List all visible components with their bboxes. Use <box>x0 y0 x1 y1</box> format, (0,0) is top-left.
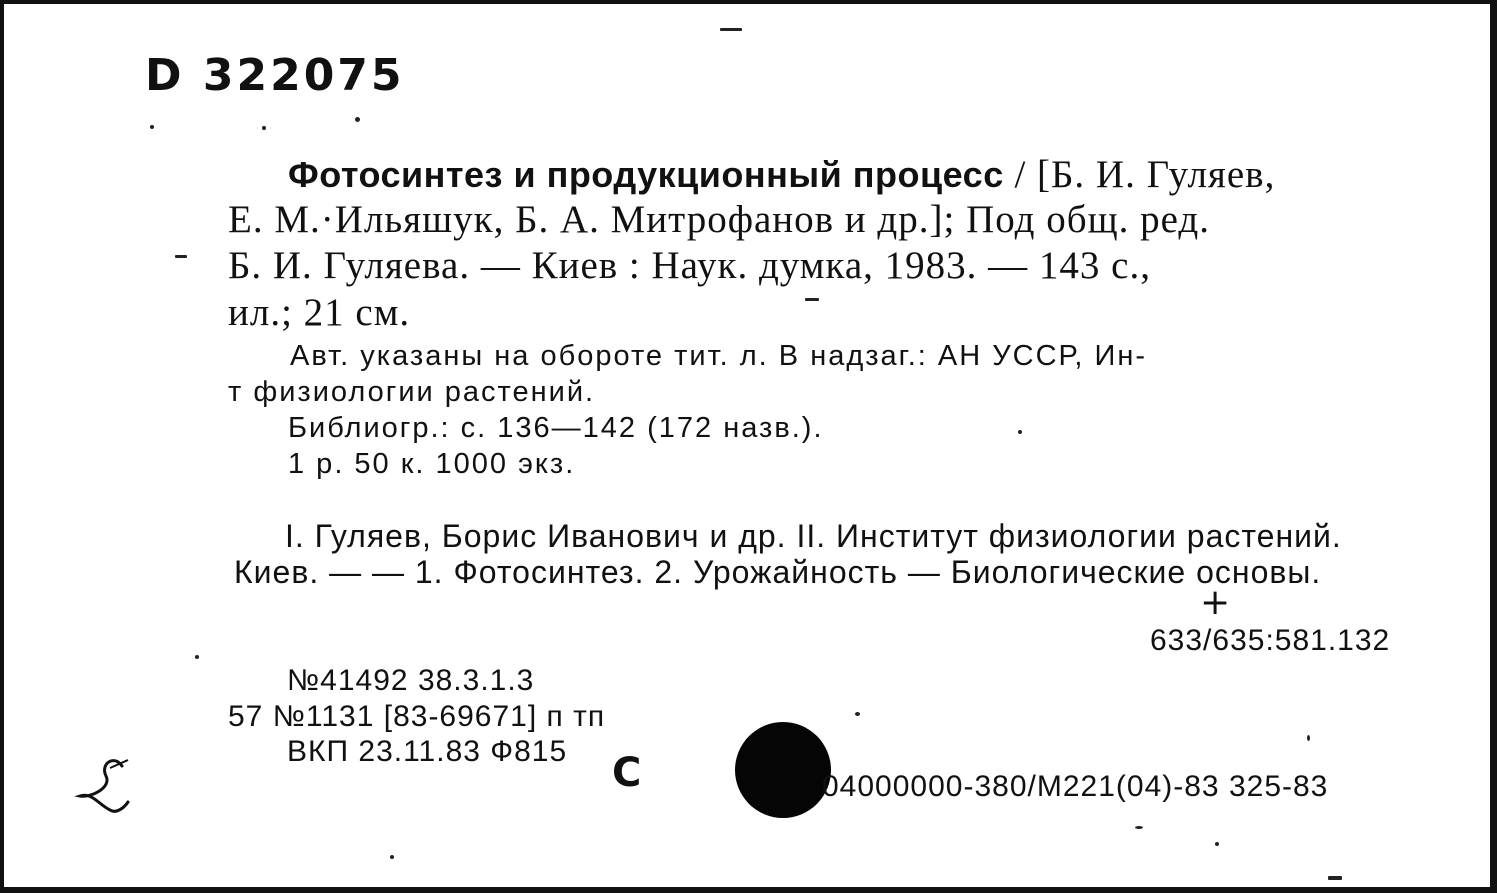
speck <box>720 28 742 31</box>
speck <box>262 126 266 130</box>
registration-line-1: №41492 38.3.1.3 <box>287 664 535 697</box>
bottom-code: 04000000-380/М221(04)-83 325-83 <box>822 770 1329 803</box>
speck <box>1328 876 1342 880</box>
physical-description: ил.; 21 см. <box>228 291 411 334</box>
udc-mark: + <box>1200 582 1231 623</box>
notes-line-1: Авт. указаны на обороте тит. л. В надзаг.: АН УССР, Ин- <box>290 340 1148 372</box>
speck <box>1018 430 1022 434</box>
tracings-line-1: I. Гуляев, Борис Иванович и др. II. Институт физиологии растений. <box>285 518 1342 554</box>
speck <box>355 117 360 122</box>
speck <box>1215 842 1219 846</box>
speck <box>805 298 819 301</box>
imprint-line: Б. И. Гуляева. — Киев : Наук. думка, 1983. — 143 с., <box>228 244 1151 287</box>
bibliography-note: Библиогр.: с. 136—142 (172 назв.). <box>288 412 824 444</box>
speck <box>175 255 187 258</box>
speck <box>195 655 199 659</box>
speck <box>150 125 154 129</box>
title-line <box>288 152 1275 197</box>
title-line-rest: / [Б. И. Гуляев, <box>1003 153 1276 196</box>
stamp-letter: С <box>612 750 642 796</box>
speck <box>390 855 394 859</box>
speck <box>855 712 860 716</box>
udc-number: 633/635:581.132 <box>1150 624 1391 657</box>
card-border-top <box>0 0 1497 4</box>
registration-line-3: ВКП 23.11.83 Ф815 <box>287 735 568 768</box>
registration-line-2: 57 №1131 [83-69671] п тп <box>228 700 606 733</box>
card-id: D 322075 <box>145 50 405 101</box>
authors-line: Е. М.·Ильяшук, Б. А. Митрофанов и др.]; Под общ. ред. <box>228 198 1210 241</box>
handwritten-mark-icon <box>70 752 140 822</box>
card-border-left <box>0 0 4 893</box>
card-border-right <box>1490 0 1497 893</box>
book-title: Фотосинтез и продукционный процесс <box>288 154 1004 195</box>
card-border-bottom <box>0 887 1497 893</box>
price-print-run: 1 р. 50 к. 1000 экз. <box>288 448 576 480</box>
notes-line-2: т физиологии растений. <box>228 376 596 408</box>
speck <box>1307 735 1310 741</box>
tracings-line-2: Киев. — — 1. Фотосинтез. 2. Урожайность — Биологические основы. <box>234 554 1322 590</box>
speck <box>1135 826 1143 829</box>
ink-blot <box>735 722 831 818</box>
